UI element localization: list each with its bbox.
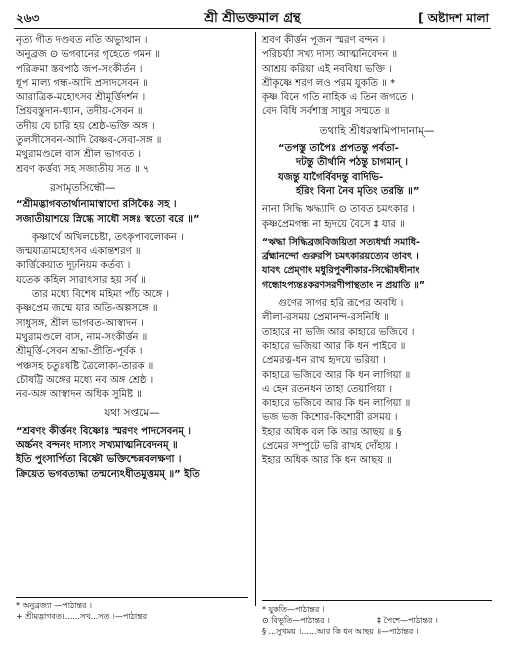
text-line: পঞ্চসহ চতুঃষষ্টি ত্রৈলোক্য-তারক ॥ bbox=[16, 360, 154, 372]
sanskrit-verse-line: যজন্তু যাগৈর্বিবদন্তু বাদিভি- bbox=[278, 171, 384, 183]
text-line: আশ্রয় করিয়া এই নববিধা ভক্তি । bbox=[262, 63, 392, 75]
footnote-rule bbox=[262, 600, 492, 601]
left-verse-block-3 bbox=[16, 231, 248, 403]
text-line: পরিক্রমা স্তবপাঠ জপ-সংকীর্তন । bbox=[16, 63, 143, 75]
citation-heading: রসামৃতসিন্ধৌ— bbox=[50, 181, 116, 194]
sanskrit-verse-line: যাবৎ প্রেম্ণাং মধুরিপুবশীকার-সিদ্ধৌষধীনাং bbox=[262, 265, 420, 277]
right-footnotes bbox=[262, 604, 492, 637]
right-column bbox=[262, 34, 492, 667]
text-line: প্রিয়বস্তুদান-ধ্যান, তদীয়-সেবন ॥ bbox=[16, 106, 143, 118]
text-line: তাহারে না ভজি আর কাহারে ভজিবে । bbox=[262, 326, 415, 338]
text-line: পরিচর্য্যা সখ্য দাস্য আত্মনিবেদন ॥ bbox=[262, 49, 398, 61]
text-line: কৃষ্ণপ্রেমগন্ধ না হৃদয়ে বৈসে ‡ যার ॥ bbox=[262, 218, 405, 230]
citation-heading: যথা সপ্তমে— bbox=[104, 407, 160, 420]
text-line: কার্ত্তিকেয়াত দূঢ়নিয়ম কর্তব্য । bbox=[16, 260, 131, 272]
footnote: * যুকতি—পাঠান্তর । bbox=[262, 605, 325, 614]
sanskrit-verse-line: অর্চ্চনং বন্দনং দাস্যং সখ্যমাত্মনিবেদনম্ ॥ bbox=[16, 440, 178, 452]
right-sanskrit-verse-2 bbox=[262, 236, 492, 293]
left-footnotes bbox=[16, 600, 248, 622]
footnote-row bbox=[262, 615, 492, 626]
text-line: ভজ ভজ কিশোর-কিশোরী রসময় । bbox=[262, 412, 398, 424]
right-verse-block-1 bbox=[262, 34, 492, 120]
left-verse-block-1 bbox=[16, 34, 248, 177]
text-line: গুণের সাগর হরি রূপের অবধি । bbox=[278, 298, 404, 310]
text-line: যতেক কহিল সারাৎসার হয় সর্ব ॥ bbox=[16, 274, 146, 286]
text-line: শ্রবণ কর্ত্তব্য সহ সজাতীয় সত ॥ ৭ bbox=[16, 163, 150, 175]
footnote: ‡ পৈশে—পাঠান্তর । bbox=[377, 616, 438, 625]
column-divider bbox=[255, 32, 256, 606]
footnote: § ...সুখময় ।......আর কি ধন আছয় ॥—পাঠান্তর । bbox=[262, 627, 419, 636]
text-line: তদীয় যে চারি হয় শ্রেষ্ঠ-ভক্তি অঙ্গ । bbox=[16, 120, 155, 132]
text-line: প্রেমের সম্পুটে ভরি রাখহ দোঁহায় । bbox=[262, 441, 399, 453]
citation-heading: তথাহি শ্রীধরস্বামিপাদানাম্— bbox=[319, 124, 435, 137]
text-line: ইহার অধিক আর কি ধন আছয় ॥ bbox=[262, 455, 392, 467]
text-line: কাহারে ভজিবে আর কি ধন লাগিয়া ॥ bbox=[262, 398, 411, 410]
right-verse-block-5 bbox=[262, 297, 492, 469]
footnote: ⊙ বিভূতি—পাঠান্তর । bbox=[262, 616, 330, 625]
text-line: জন্মযাত্রামহোৎসব একান্তশরণ ॥ bbox=[16, 246, 141, 258]
sanskrit-verse-line: “শ্রীমদ্ভাগবতার্থানামাস্বাদো রসিকৈঃ সহ । bbox=[16, 199, 177, 211]
sanskrit-verse-line: “তপস্তু তাপৈঃ প্রপতন্তু পর্বতা- bbox=[278, 143, 399, 155]
sanskrit-verse-line: “শ্রবণং কীর্ত্তনং বিষ্ণোঃ স্মরণং পাদসেবনম্ । bbox=[16, 425, 191, 437]
text-line: প্রেমরত্ন-ধন রাখ হৃদয়ে ভরিয়া । bbox=[262, 355, 386, 367]
text-line: নব-অঙ্গ আস্বাদন অধিক সুমিষ্ট ॥ bbox=[16, 389, 142, 401]
text-line: নৃত্য গীত দণ্ডবত নতি অভ্যুত্থান । bbox=[16, 35, 148, 46]
page-header bbox=[14, 6, 491, 29]
text-line: কৃষ্ণার্থে অখিলচেষ্টা, তৎকৃপাবলোকন । bbox=[32, 231, 184, 243]
text-line: এ হেন রতনধন তাহা তেয়াগিয়া । bbox=[262, 383, 393, 395]
sanskrit-verse-line: সজাতীয়াশয়ে স্নিগ্ধে সাধৌ সঙ্গঃ স্বতো বরে ॥” bbox=[16, 213, 200, 225]
text-line: কাহারে ভজিয়া আর কি ধন পাইবে ॥ bbox=[262, 340, 406, 352]
text-line: কাহারে ভজিবে আর কি ধন লাগিয়া ॥ bbox=[262, 369, 411, 381]
sanskrit-verse-line: ইতি পুংসার্পিতা বিষ্ণৌ ভক্তিশ্চেন্নবলক্ষণা । bbox=[16, 454, 182, 466]
text-line: ধূপ মাল্য গন্ধ-আদি প্রসাদসেবন ॥ bbox=[16, 77, 148, 89]
footnote: + শ্রীমদ্ভাগবত।......সখ...সত ।—পাঠান্তর bbox=[16, 612, 148, 621]
text-line: কৃষ্ণ বিনে গতি নাহিক এ তিন জগতে । bbox=[262, 92, 414, 104]
text-line: চৌষট্টি অঙ্গের মধ্যে নব অঙ্গ শ্রেষ্ঠ । bbox=[16, 374, 154, 386]
text-line: নানা সিদ্ধি ঋদ্ধ্যাদি ⊙ তাবত চমৎকার । bbox=[262, 204, 416, 216]
footnote-rule bbox=[16, 597, 248, 598]
footnote: * অনুব্রজ্যা —পাঠান্তর । bbox=[16, 601, 92, 610]
sanskrit-verse-line: র্ব্রহ্মানন্দো গুরুরপি চমৎকারয়ত্যেব তাবৎ । bbox=[262, 251, 419, 263]
text-line: অনুব্রজ ⊙ ভগবানের গৃহেতে গমন ॥ bbox=[16, 49, 160, 61]
text-line: তুলসীসেবন-আদি বৈষ্ণব-সেবা-সঙ্গ ॥ bbox=[16, 135, 162, 147]
right-sanskrit-verse-1 bbox=[262, 142, 492, 199]
text-line: সাধুসঙ্গ, শ্রীল ভাগবত-আস্বাদন । bbox=[16, 317, 144, 329]
text-line: শ্রীমূর্ত্তি-সেবন শ্রদ্ধা-প্রীতি-পূর্বক । bbox=[16, 346, 143, 358]
text-line: তার মধ্যে বিশেষ মহিমা পাঁচ অঙ্গে । bbox=[32, 289, 170, 301]
text-line: কৃষ্ণপ্রেম জন্মে যার অতি-অল্পসঙ্গে ॥ bbox=[16, 303, 158, 315]
text-line: আরাত্রিক-মহোৎসব শ্রীমূর্ত্তিদর্শন । bbox=[16, 92, 146, 104]
text-line: মথুরামণ্ডলে বাস শ্রীল ভাগবত । bbox=[16, 149, 142, 161]
text-line: শ্রবণ কীর্ত্তন পূজন স্মরণ বন্দন । bbox=[262, 35, 386, 46]
sanskrit-verse-line: র্হরিং বিনা নৈব মৃতিং তরন্তি ॥” bbox=[296, 185, 420, 197]
sanskrit-verse-line: ক্রিয়েত ভগবত্যদ্ধা তন্মন্যেঽধীতমুত্তমম্ ॥” ইতি bbox=[16, 468, 200, 480]
section-label: [ অষ্টাদশ মালা bbox=[418, 11, 489, 25]
text-line: মথুরামণ্ডলে বাস, নাম-সংকীর্ত্তন ॥ bbox=[16, 331, 148, 343]
text-line: বেদ বিধি সর্বশাস্ত্র সাধুর সম্মতে ॥ bbox=[262, 106, 390, 118]
right-verse-block-3 bbox=[262, 203, 492, 232]
running-title: শ্রী শ্রীভক্তমাল গ্রন্থ bbox=[204, 11, 301, 26]
left-sanskrit-verse bbox=[16, 425, 248, 482]
text-line: ইহার অধিক বল কি আর আছয় ॥ § bbox=[262, 426, 402, 438]
sanskrit-verse-line: “ঋদ্ধা সিদ্ধিব্রজবিজয়িতা সত্যধর্ম্মা সমাধি- bbox=[262, 236, 420, 248]
left-column bbox=[16, 34, 248, 667]
text-line: লীলা-রসময় প্রেমানন্দ-রসনিধি ॥ bbox=[262, 312, 389, 324]
page-number: ২৬৩ bbox=[16, 11, 40, 25]
sanskrit-verse-line: দটন্তু তীর্থানি পঠন্তু চাগমান্ । bbox=[296, 157, 408, 169]
sanskrit-verse-line: গন্ধোঽপ্যন্তঃকরণসরণীপান্থতাং ন প্রয়াতি ॥” bbox=[262, 279, 425, 291]
text-line: শ্রীকৃষ্ণে শরণ লও পরম যুকতি ॥ * bbox=[262, 77, 396, 89]
